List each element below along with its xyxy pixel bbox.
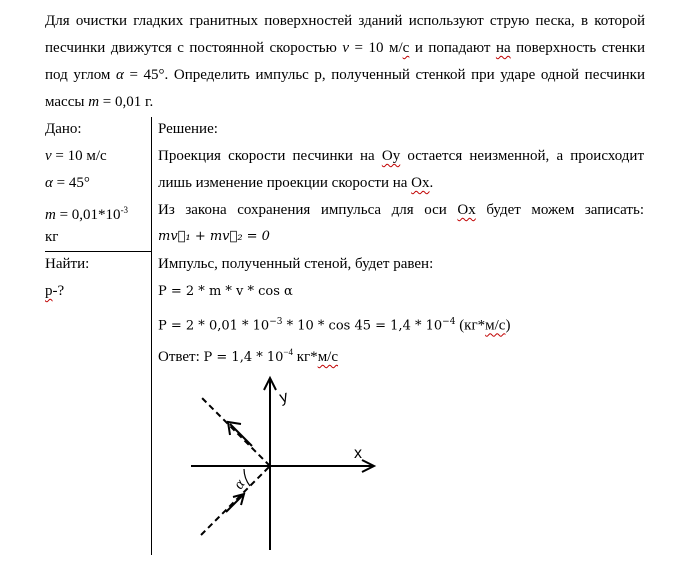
given-mass: $m = 0,01*10^{-3}$ bbox=[45, 205, 129, 223]
angle-label: α bbox=[230, 476, 249, 493]
solution-line-2: лишь изменение проекции скорости на Ох. bbox=[158, 175, 434, 191]
outgoing-arrow bbox=[230, 424, 252, 446]
problem-line-2: песчинки движутся с постоянной скоростью v = 10 м/с и попадают на поверхность стенки bbox=[45, 40, 645, 56]
y-axis-label: у bbox=[277, 388, 290, 407]
given-velocity: v = 10 м/с bbox=[45, 148, 107, 164]
momentum-equation: mv⃗₁ + mv⃗₂ = 0 bbox=[158, 229, 270, 244]
given-mass-unit: кг bbox=[45, 229, 59, 245]
outgoing-velocity-path bbox=[201, 397, 270, 466]
solution-line-1: Проекция скорости песчинки на Оу остается неизменной, а происходит bbox=[158, 148, 644, 164]
problem-line-1: Для очистки гладких гранитных поверхностей зданий используют струю песка, в которой bbox=[45, 13, 645, 29]
solution-line-3: Из закона сохранения импульса для оси Ох будет можем записать: bbox=[158, 202, 644, 218]
problem-line-4: массы m = 0,01 г. bbox=[45, 94, 154, 110]
x-axis-label: х bbox=[354, 445, 362, 462]
solution-header: Решение: bbox=[158, 121, 218, 137]
find-header: Найти: bbox=[45, 256, 90, 272]
given-header: Дано: bbox=[45, 121, 82, 137]
incoming-velocity-path bbox=[201, 466, 270, 535]
solution-line-4: Импульс, полученный стеной, будет равен: bbox=[158, 256, 434, 272]
impulse-formula: P = 2 * m * v * cos α bbox=[158, 284, 293, 299]
given-angle: α = 45° bbox=[45, 175, 90, 191]
problem-line-3: под углом α = 45°. Определить импульс р, полученный стенкой при ударе одной песчинки bbox=[45, 67, 645, 83]
impulse-calculation: $P = 2 * 0,01 * 10^{-3} * 10 * \cos 45 = 1,4 * 10^{-4}$ (кг*м/с) bbox=[158, 317, 511, 334]
find-target: р-? bbox=[45, 283, 65, 299]
answer: Ответ: $P = 1,4 * 10^{-4}$ кг*м/с bbox=[158, 347, 339, 365]
